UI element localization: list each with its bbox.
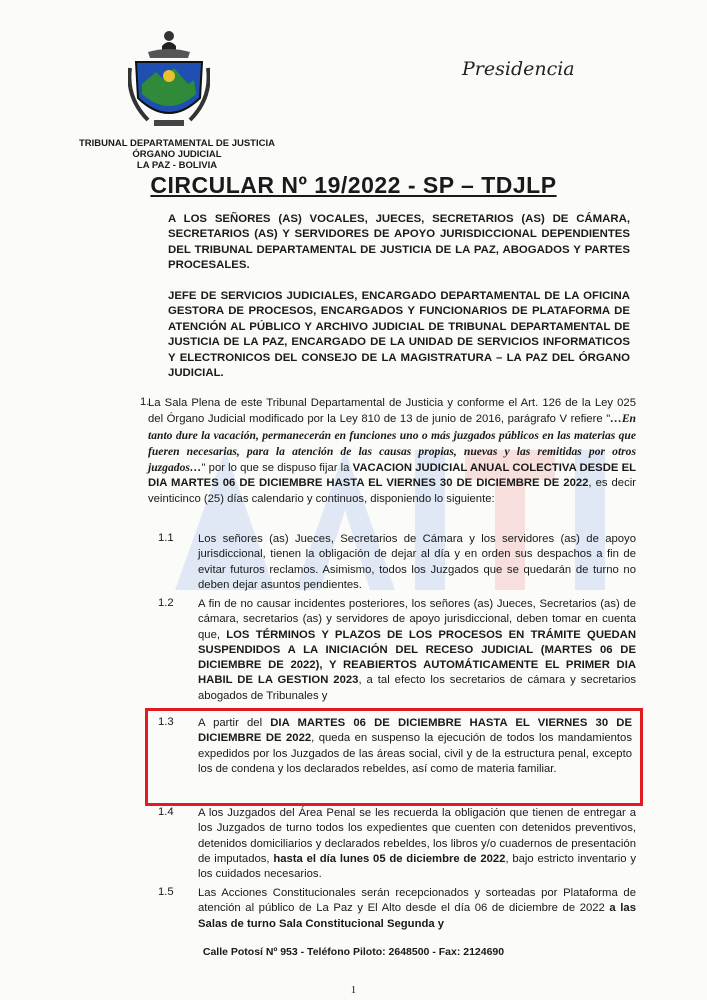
item-1-4-text-part: A los Juzgados del Área Penal se les recuerda la obligación que tienen de entregar a los Juzgados de turno todos los expedientes que cuenten con detenidos preventivos, detenidos domiciliarios y declarados rebeldes, los libros y/o cuadernos de presentación de imputados, bbox=[198, 807, 636, 865]
item-number: 1.2 bbox=[158, 597, 174, 609]
item-1-2-text-part: , a tal efecto los secretarios de cámara y secretarios abogados de Tribunales y bbox=[198, 674, 636, 702]
title-text: CIRCULAR Nº 19/2022 - SP – TDJLP bbox=[150, 172, 557, 198]
item-1-4-bold: hasta el día lunes 05 de diciembre de 2022 bbox=[273, 852, 506, 865]
item-1-5-text-part: Las Acciones Constitucionales serán recepcionados y sorteadas por Plataforma de atención al público de La Paz y El Alto desde el día 06 de diciembre de 2022 bbox=[198, 887, 636, 915]
item-number: 1. bbox=[140, 396, 150, 408]
addressees-paragraph-2: JEFE DE SERVICIOS JUDICIALES, ENCARGADO DEPARTAMENTAL DE LA OFICINA GESTORA DE PROCESOS, ENCARGADOS Y FUNCIONARIOS DE PLATAFORMA DE ATENCIÓN AL PÚBLICO Y ARCHIVO JUDICIAL DE TRIBUNAL DEPARTAMENTAL DE JUSTICIA DE LA PAZ, ENCARGADO DE LA UNIDAD DE SERVICIOS INFORMATICOS Y ELECTRONICOS DEL CONSEJO DE LA MAGISTRATURA – LA PAZ DEL ÓRGANO JUDICIAL. bbox=[168, 290, 630, 380]
item-number: 1.1 bbox=[158, 532, 174, 544]
item-1-quote: …En tanto dure la vacación, permanecerán en funciones uno o más juzgados públicos en las materias que fueren necesarias, para la atención de las causas propias, nuevas y las remitidas por otros juzgados… bbox=[148, 412, 636, 475]
org-line-1: TRIBUNAL DEPARTAMENTAL DE JUSTICIA bbox=[79, 138, 275, 149]
item-1-4-text bbox=[198, 806, 636, 882]
item-1-2-text bbox=[198, 597, 636, 705]
footer-address: Calle Potosí Nº 953 - Teléfono Piloto: 2648500 - Fax: 2124690 bbox=[202, 946, 505, 958]
item-1-text bbox=[148, 396, 636, 507]
item-1-5-text bbox=[198, 886, 636, 932]
addressees-paragraph-1: A LOS SEÑORES (AS) VOCALES, JUECES, SECRETARIOS (AS) DE CÁMARA, SECRETARIOS (AS) Y SERVIDORES DE APOYO JURISDICCIONAL DEPENDIENTES DEL TRIBUNAL DEPARTAMENTAL DE JUSTICIA DE LA PAZ, ABOGADOS Y PARTES PROCESALES. bbox=[168, 213, 630, 272]
item-1-3-text-part: , queda en suspenso la ejecución de todos los mandamientos expedidos por los Juzgados de las áreas social, civil y de la estructura penal, excepto los de condena y los declarados rebeldes, así como de materia familiar. bbox=[198, 732, 632, 775]
item-1-bold: VACACION JUDICIAL ANUAL COLECTIVA DESDE EL DIA MARTES 06 DE DICIEMBRE HASTA EL VIERNES 30 DE DICIEMBRE DE 2022 bbox=[148, 462, 637, 490]
page-number: 1 bbox=[350, 984, 357, 996]
item-1-text-part: " por lo que se dispuso fijar la bbox=[201, 462, 353, 475]
item-1-2-text-part: A fin de no causar incidentes posteriores, los señores (as) Jueces, Secretarios (as) de cámara, secretarios (as) y servidores de apoyo jurisdiccional, deben tomar en cuenta que, bbox=[198, 598, 636, 641]
document-title bbox=[0, 172, 707, 199]
item-number: 1.3 bbox=[158, 716, 174, 728]
org-line-3: LA PAZ - BOLIVIA bbox=[136, 160, 218, 171]
item-1-2-bold: LOS TÉRMINOS Y PLAZOS DE LOS PROCESOS EN TRÁMITE QUEDAN SUSPENDIDOS A LA INICIACIÓN DEL RECESO JUDICIAL (MARTES 06 DE DICIEMBRE DE 2022), Y REABIERTOS AUTOMÁTICAMENTE EL PRIMER DIA HABIL DE LA GESTION 2023 bbox=[198, 628, 636, 687]
item-number: 1.5 bbox=[158, 886, 174, 898]
item-1-text-part: La Sala Plena de este Tribunal Departamental de Justicia y conforme el Art. 126 de la Ley 025 del Órgano Judicial modificado por la Ley 810 de 13 de junio de 2016, parágrafo V refiere " bbox=[148, 397, 636, 426]
item-number: 1.4 bbox=[158, 806, 174, 818]
item-1-3-text bbox=[198, 716, 632, 777]
coat-of-arms-logo bbox=[128, 28, 210, 136]
item-1-4-text-part: , bajo estricto inventario y los cuidados necesarios. bbox=[198, 852, 636, 881]
organization-name bbox=[72, 138, 282, 171]
org-line-2: ÓRGANO JUDICIAL bbox=[132, 149, 222, 160]
item-1-1-text: Los señores (as) Jueces, Secretarios de Cámara y los servidores (as) de apoyo jurisdiccional, tienen la obligación de dejar al día y en orden sus despachos a fin de evitar futuros reclamos. Asimismo, todos los Juzgados que se quedarán de turno no deben dejar asuntos pendientes. bbox=[198, 533, 636, 591]
item-1-3-bold: DIA MARTES 06 DE DICIEMBRE HASTA EL VIERNES 30 DE DICIEMBRE DE 2022 bbox=[198, 717, 632, 745]
item-1-3-text-part: A partir del bbox=[198, 717, 271, 729]
presidencia-heading: Presidencia bbox=[462, 58, 575, 80]
item-1-text-part: , es decir veinticinco (25) días calendario y continuos, disponiendo lo siguiente: bbox=[148, 477, 636, 505]
item-1-5-bold: a las Salas de turno Sala Constitucional Segunda y bbox=[198, 902, 636, 930]
